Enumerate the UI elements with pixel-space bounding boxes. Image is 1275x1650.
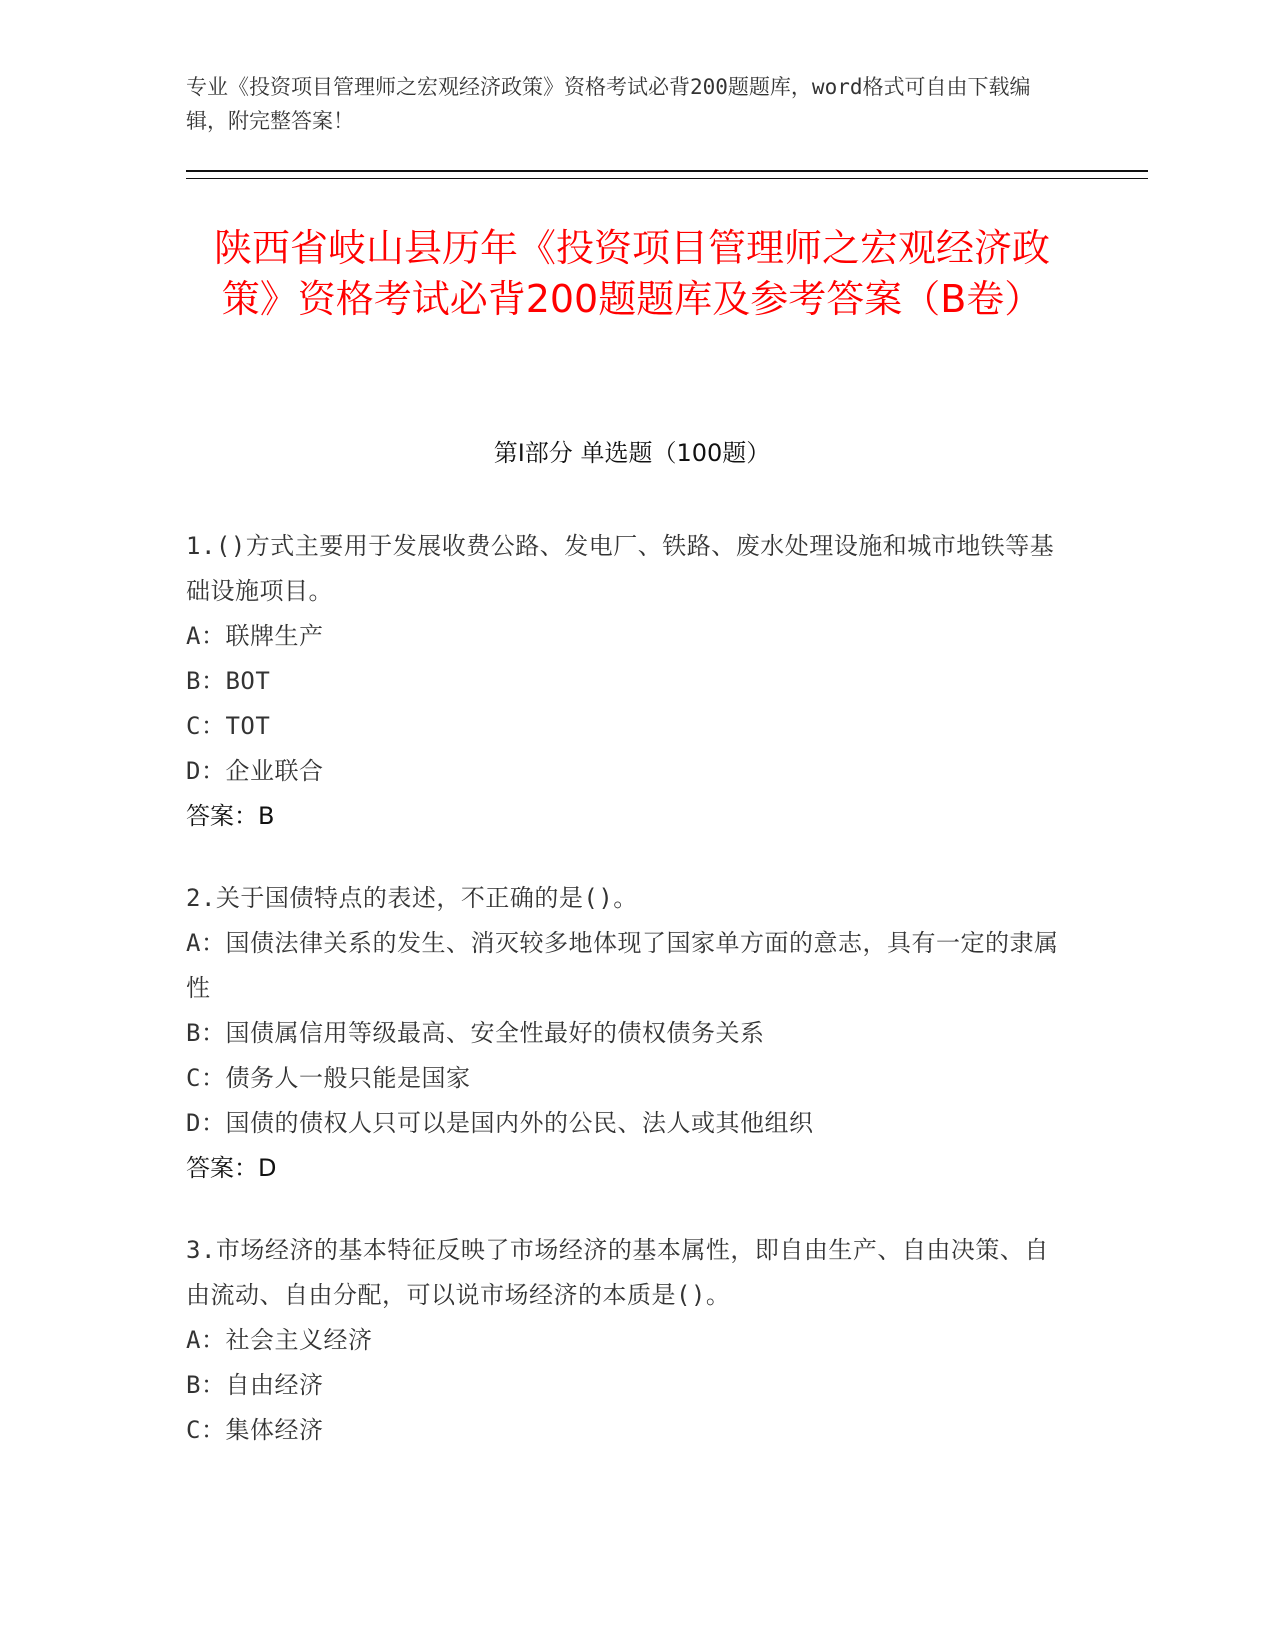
option-c: C：集体经济	[186, 1416, 324, 1444]
question-3	[186, 1228, 1066, 1453]
question-stem: 3.市场经济的基本特征反映了市场经济的基本属性，即自由生产、自由决策、自由流动、自由分配，可以说市场经济的本质是()。	[186, 1236, 1049, 1309]
section-heading: 第Ⅰ部分 单选题（100题）	[493, 439, 771, 467]
header-note: 专业《投资项目管理师之宏观经济政策》资格考试必背200题题库，word格式可自由下载编辑，附完整答案！	[186, 75, 1031, 133]
answer: 答案：B	[186, 802, 275, 830]
question-list	[186, 524, 1066, 1490]
question-stem: 2.关于国债特点的表述，不正确的是()。	[186, 884, 638, 912]
option-b: B：国债属信用等级最高、安全性最好的债权债务关系	[186, 1019, 765, 1047]
option-a: A：社会主义经济	[186, 1326, 373, 1354]
header-rule-thin	[186, 178, 1148, 179]
question-stem: 1.()方式主要用于发展收费公路、发电厂、铁路、废水处理设施和城市地铁等基础设施项目。	[186, 532, 1055, 605]
option-c: C：债务人一般只能是国家	[186, 1064, 471, 1092]
option-a: A：联牌生产	[186, 622, 324, 650]
option-d: D：企业联合	[186, 757, 324, 785]
option-b: B：BOT	[186, 667, 271, 695]
question-1	[186, 524, 1066, 839]
document-title: 陕西省岐山县历年《投资项目管理师之宏观经济政策》资格考试必背200题题库及参考答案（B卷）	[213, 226, 1050, 321]
option-a: A：国债法律关系的发生、消灭较多地体现了国家单方面的意志，具有一定的隶属性	[186, 929, 1059, 1002]
option-b: B：自由经济	[186, 1371, 324, 1399]
header-rule	[186, 170, 1148, 172]
answer: 答案：D	[186, 1154, 277, 1182]
option-d: D：国债的债权人只可以是国内外的公民、法人或其他组织	[186, 1109, 814, 1137]
option-c: C：TOT	[186, 712, 271, 740]
question-2	[186, 876, 1066, 1191]
